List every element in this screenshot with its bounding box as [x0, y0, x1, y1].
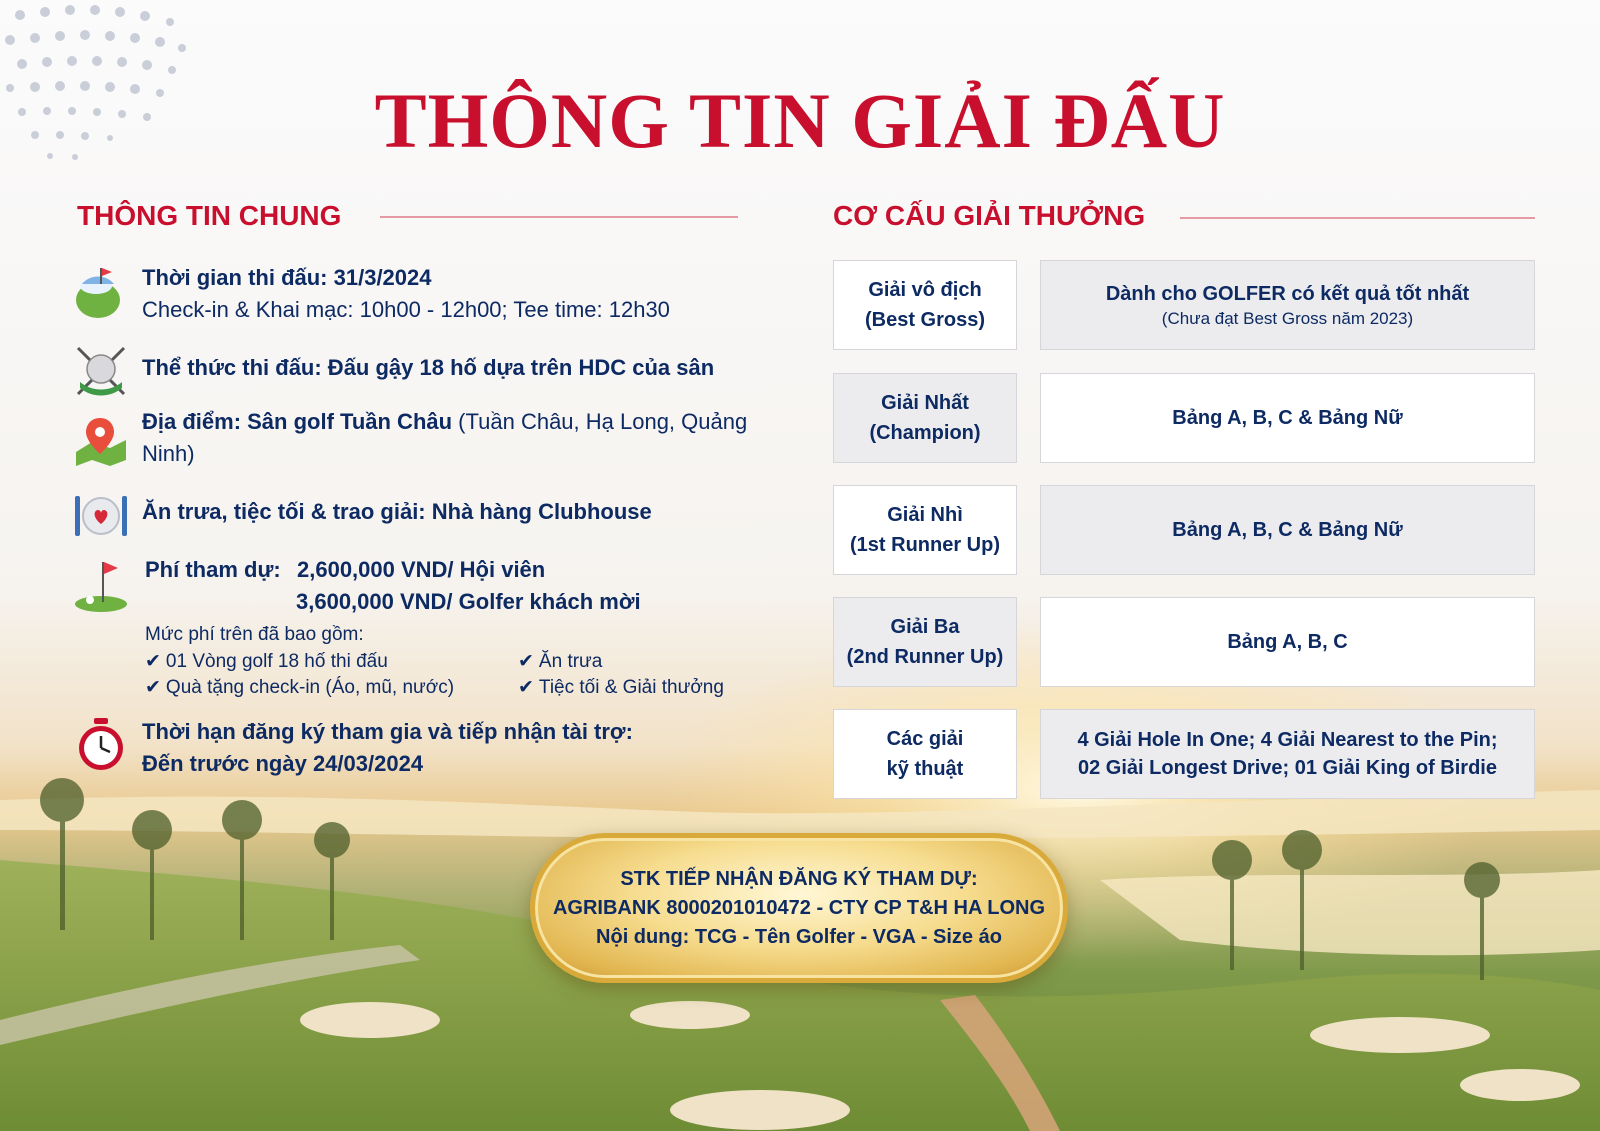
check-icon: ✔: [145, 677, 161, 698]
golf-flag-hole-icon: [72, 556, 130, 614]
prize-value-2nd-runner-up: Bảng A, B, C: [1040, 597, 1535, 687]
info-time-row: [72, 262, 752, 328]
prize-label-technical: Các giải kỹ thuật: [833, 709, 1017, 799]
check-icon: ✔: [518, 651, 534, 672]
deadline-label: Thời hạn đăng ký tham gia và tiếp nhận tài trợ:: [142, 719, 633, 744]
general-heading-divider: [380, 216, 738, 218]
fee-include-item: ✔ Tiệc tối & Giải thưởng: [518, 677, 724, 698]
crossed-clubs-icon: [72, 342, 130, 400]
fee-label: Phí tham dự:: [145, 557, 281, 582]
prize-heading-divider: [1180, 217, 1535, 219]
fee-include-item: ✔ 01 Vòng golf 18 hố thi đấu: [145, 651, 388, 672]
info-format-row: [72, 342, 752, 392]
format-label: Thể thức thi đấu: Đấu gậy 18 hố dựa trên HDC của sân: [142, 355, 715, 380]
time-detail: Check-in & Khai mạc: 10h00 - 12h00; Tee time: 12h30: [142, 297, 670, 322]
bank-line-2: AGRIBANK 8000201010472 - CTY CP T&H HA LONG: [552, 896, 1045, 919]
general-info-heading: THÔNG TIN CHUNG: [77, 200, 342, 231]
fee-include-item: ✔ Quà tặng check-in (Áo, mũ, nước): [145, 677, 455, 698]
bank-line-3: Nội dung: TCG - Tên Golfer - VGA - Size áo: [596, 925, 1002, 948]
prize-label-2nd-runner-up: Giải Ba (2nd Runner Up): [833, 597, 1017, 687]
fee-includes-note: Mức phí trên đã bao gồm:: [145, 624, 364, 645]
check-icon: ✔: [518, 677, 534, 698]
map-pin-icon: [72, 412, 130, 470]
page-title: THÔNG TIN GIẢI ĐẤU: [374, 77, 1226, 164]
meal-label: Ăn trưa, tiệc tối & trao giải: Nhà hàng Clubhouse: [142, 499, 652, 524]
prize-structure-heading: CƠ CẤU GIẢI THƯỞNG: [833, 200, 1146, 231]
venue-label: Địa điểm: Sân golf Tuần Châu: [142, 409, 453, 434]
prize-value-champion: Bảng A, B, C & Bảng Nữ: [1040, 373, 1535, 463]
prize-value-best-gross: Dành cho GOLFER có kết quả tốt nhất (Chưa đạt Best Gross năm 2023): [1040, 260, 1535, 350]
info-venue-row: [72, 406, 752, 472]
info-fee-row: [72, 548, 752, 618]
prize-label-champion: Giải Nhất (Champion): [833, 373, 1017, 463]
prize-value-1st-runner-up: Bảng A, B, C & Bảng Nữ: [1040, 485, 1535, 575]
fee-guest: 3,600,000 VND/ Golfer khách mời: [296, 589, 641, 614]
info-deadline-row: [72, 716, 752, 782]
fee-include-item: ✔ Ăn trưa: [518, 651, 603, 672]
prize-label-best-gross: Giải vô địch (Best Gross): [833, 260, 1017, 350]
venue-detail: (Tuần Châu, Hạ Long, Quảng Ninh): [142, 409, 748, 466]
bank-line-1: STK TIẾP NHẬN ĐĂNG KÝ THAM DỰ:: [620, 867, 978, 890]
deadline-date: Đến trước ngày 24/03/2024: [142, 751, 424, 776]
time-label: Thời gian thi đấu: 31/3/2024: [142, 265, 432, 290]
prize-label-1st-runner-up: Giải Nhì (1st Runner Up): [833, 485, 1017, 575]
bank-account-badge: [530, 833, 1068, 983]
check-icon: ✔: [145, 651, 161, 672]
fee-member: 2,600,000 VND/ Hội viên: [297, 557, 546, 582]
plate-cutlery-icon: [72, 486, 130, 544]
alarm-clock-icon: [72, 716, 130, 774]
golf-ball-flag-icon: [72, 264, 130, 322]
info-meal-row: [72, 486, 752, 536]
prize-value-technical: 4 Giải Hole In One; 4 Giải Nearest to the Pin; 02 Giải Longest Drive; 01 Giải King of Birdie: [1040, 709, 1535, 799]
